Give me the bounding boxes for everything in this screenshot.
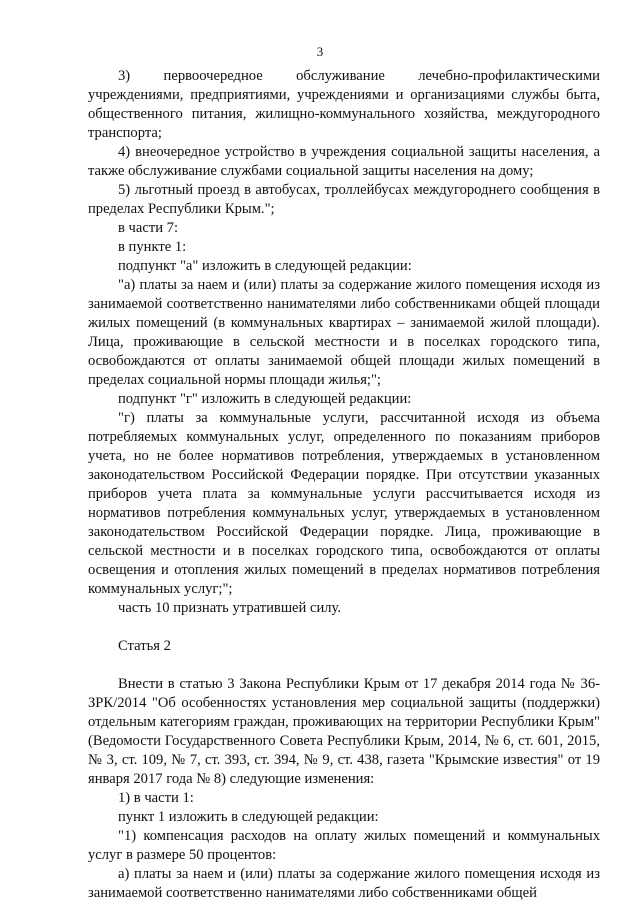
paragraph: "1) компенсация расходов на оплату жилых помещений и коммунальных услуг в размере 50 процентов: bbox=[88, 828, 600, 863]
paragraph: часть 10 признать утратившей силу. bbox=[118, 600, 342, 616]
paragraph: пункт 1 изложить в следующей редакции: bbox=[118, 809, 379, 825]
paragraph: подпункт "а" изложить в следующей редакции: bbox=[118, 258, 412, 274]
paragraph: Внести в статью 3 Закона Республики Крым от 17 декабря 2014 года № 36-ЗРК/2014 "Об особенностях установления мер социальной защиты (поддержки) отдельным категориям граждан, проживающих на территории Республики Крым" (Ведомости Государственного Совета Республики Крым, 2014, № 6, ст. 601, 2015, № 3, ст. 109, № 7, ст. 393, ст. 394, № 9, ст. 438, газета "Крымские известия" от 19 января 2017 года № 8) следующие изменения: bbox=[88, 676, 600, 787]
paragraph: 3) первоочередное обслуживание лечебно-профилактическими учреждениями, предприятиями, учреждениями и организациями службы быта, общественного питания, жилищно-коммунального хозяйства, междугородного транспорта; bbox=[88, 68, 600, 141]
paragraph: в части 7: bbox=[118, 220, 179, 236]
paragraph: "г) платы за коммунальные услуги, рассчитанной исходя из объема потребляемых коммунальных услуг, определенного по показаниям приборов учета, но не более нормативов потребления, утверждаемых в установленном законодательством Российской Федерации порядке. При отсутствии указанных приборов учета плата за коммунальные услуги рассчитывается исходя из нормативов потребления коммунальных услуг, утверждаемых в установленном законодательством Российской Федерации порядке. Лица, проживающие в сельской местности и в поселках городского типа, освобождаются от оплаты освещения и отопления жилых помещений в пределах нормативов потребления коммунальных услуг;"; bbox=[88, 410, 600, 597]
document-body bbox=[88, 67, 600, 903]
paragraph: 1) в части 1: bbox=[118, 790, 194, 806]
paragraph: а) платы за наем и (или) платы за содержание жилого помещения исходя из занимаемой соответственно нанимателями либо собственниками общей bbox=[88, 866, 600, 901]
paragraph: 5) льготный проезд в автобусах, троллейбусах междугороднего сообщения в пределах Республики Крым."; bbox=[88, 182, 600, 217]
paragraph: 4) внеочередное устройство в учреждения социальной защиты населения, а также обслуживание службами социальной защиты населения на дому; bbox=[88, 144, 600, 179]
article-heading: Статья 2 bbox=[118, 638, 171, 654]
paragraph: "а) платы за наем и (или) платы за содержание жилого помещения исходя из занимаемой соответственно нанимателями либо собственниками общей площади жилых помещений (в коммунальных квартирах – занимаемой жилой площади). Лица, проживающие в сельской местности и в поселках городского типа, освобождаются от оплаты занимаемой общей площади жилых помещений в пределах социальной нормы площади жилья;"; bbox=[88, 277, 600, 388]
paragraph: в пункте 1: bbox=[118, 239, 187, 255]
paragraph: подпункт "г" изложить в следующей редакции: bbox=[118, 391, 412, 407]
page-number: 3 bbox=[316, 44, 324, 59]
